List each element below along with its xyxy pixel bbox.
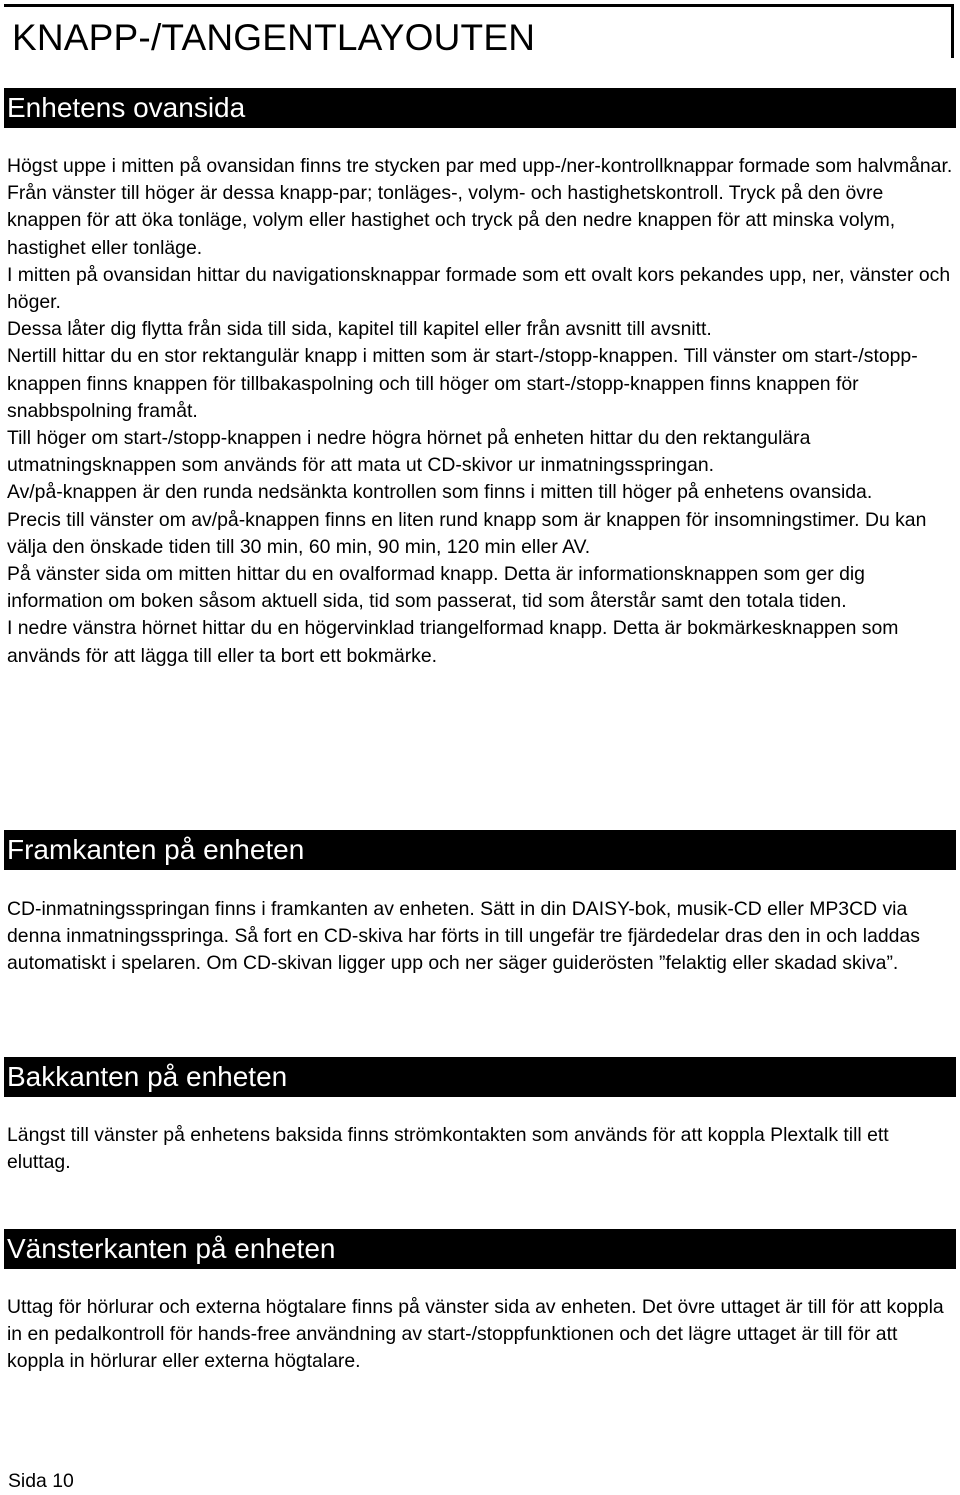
section-body-ovansida [7, 153, 955, 670]
section-heading-vansterkanten: Vänsterkanten på enheten [4, 1229, 956, 1269]
paragraph: Av/på-knappen är den runda nedsänkta kontrollen som finns i mitten till höger på enhetens ovansida. [7, 481, 873, 504]
paragraph: Högst uppe i mitten på ovansidan finns tre stycken par med upp-/ner-kontrollknappar formade som halvmånar. Från vänster till höger är dessa knapp-par; tonläges-, volym- och hastighetskontroll. Tryck på den övre knappen för att öka tonläge, volym eller hastighet och tryck på den nedre knappen för att minska volym, hastighet eller tonläge. [7, 155, 953, 259]
paragraph: Nertill hittar du en stor rektangulär knapp i mitten som är start-/stopp-knappen. Till vänster om start-/stopp-knappen finns knappen för tillbakaspolning och till höger om start-/stopp-knappen finns knappen för snabbspolning framåt. [7, 345, 918, 422]
page-title: KNAPP-/TANGENTLAYOUTEN [12, 17, 536, 58]
paragraph: Dessa låter dig flytta från sida till sida, kapitel till kapitel eller från avsnitt till avsnitt. [7, 318, 712, 341]
paragraph: I nedre vänstra hörnet hittar du en högervinklad triangelformad knapp. Detta är bokmärkesknappen som används för att lägga till eller ta bort ett bokmärke. [7, 617, 899, 667]
section-heading-ovansida: Enhetens ovansida [4, 88, 956, 128]
section-heading-framkanten: Framkanten på enheten [4, 830, 956, 870]
paragraph: Längst till vänster på enhetens baksida finns strömkontakten som används för att koppla Plextalk till ett eluttag. [7, 1124, 889, 1174]
paragraph: Till höger om start-/stopp-knappen i nedre högra hörnet på enheten hittar du den rektangulära utmatningsknappen som används för att mata ut CD-skivor ur inmatningsspringan. [7, 427, 811, 477]
section-heading-bakkanten: Bakkanten på enheten [4, 1057, 956, 1097]
paragraph: På vänster sida om mitten hittar du en ovalformad knapp. Detta är informationsknappen som ger dig information om boken såsom aktuell sida, tid som passerat, tid som återstår samt den totala tiden. [7, 563, 865, 613]
paragraph: CD-inmatningsspringan finns i framkanten av enheten. Sätt in din DAISY-bok, musik-CD eller MP3CD via denna inmatningsspringa. Så fort en CD-skiva har förts in till ungefär tre fjärdedelar dras den in och laddas automatiskt i spelaren. Om CD-skivan ligger upp och ner säger guiderösten ”felaktig eller skadad skiva”. [7, 898, 920, 975]
section-body-bakkanten [7, 1122, 955, 1176]
page-title-frame [4, 4, 954, 58]
paragraph: I mitten på ovansidan hittar du navigationsknappar formade som ett ovalt kors pekandes upp, ner, vänster och höger. [7, 263, 951, 314]
page-number: Sida 10 [8, 1470, 74, 1492]
section-body-vansterkanten [7, 1294, 955, 1376]
paragraph: Precis till vänster om av/på-knappen finns en liten rund knapp som är knappen för insomningstimer. Du kan välja den önskade tiden till 30 min, 60 min, 90 min, 120 min eller AV. [7, 508, 927, 558]
section-body-framkanten [7, 896, 955, 978]
paragraph: Uttag för hörlurar och externa högtalare finns på vänster sida av enheten. Det övre uttaget är till för att koppla in en pedalkontroll för hands-free användning av start-/stoppfunktionen och det lägre uttaget är till för att koppla in hörlurar eller externa högtalare. [7, 1296, 944, 1373]
